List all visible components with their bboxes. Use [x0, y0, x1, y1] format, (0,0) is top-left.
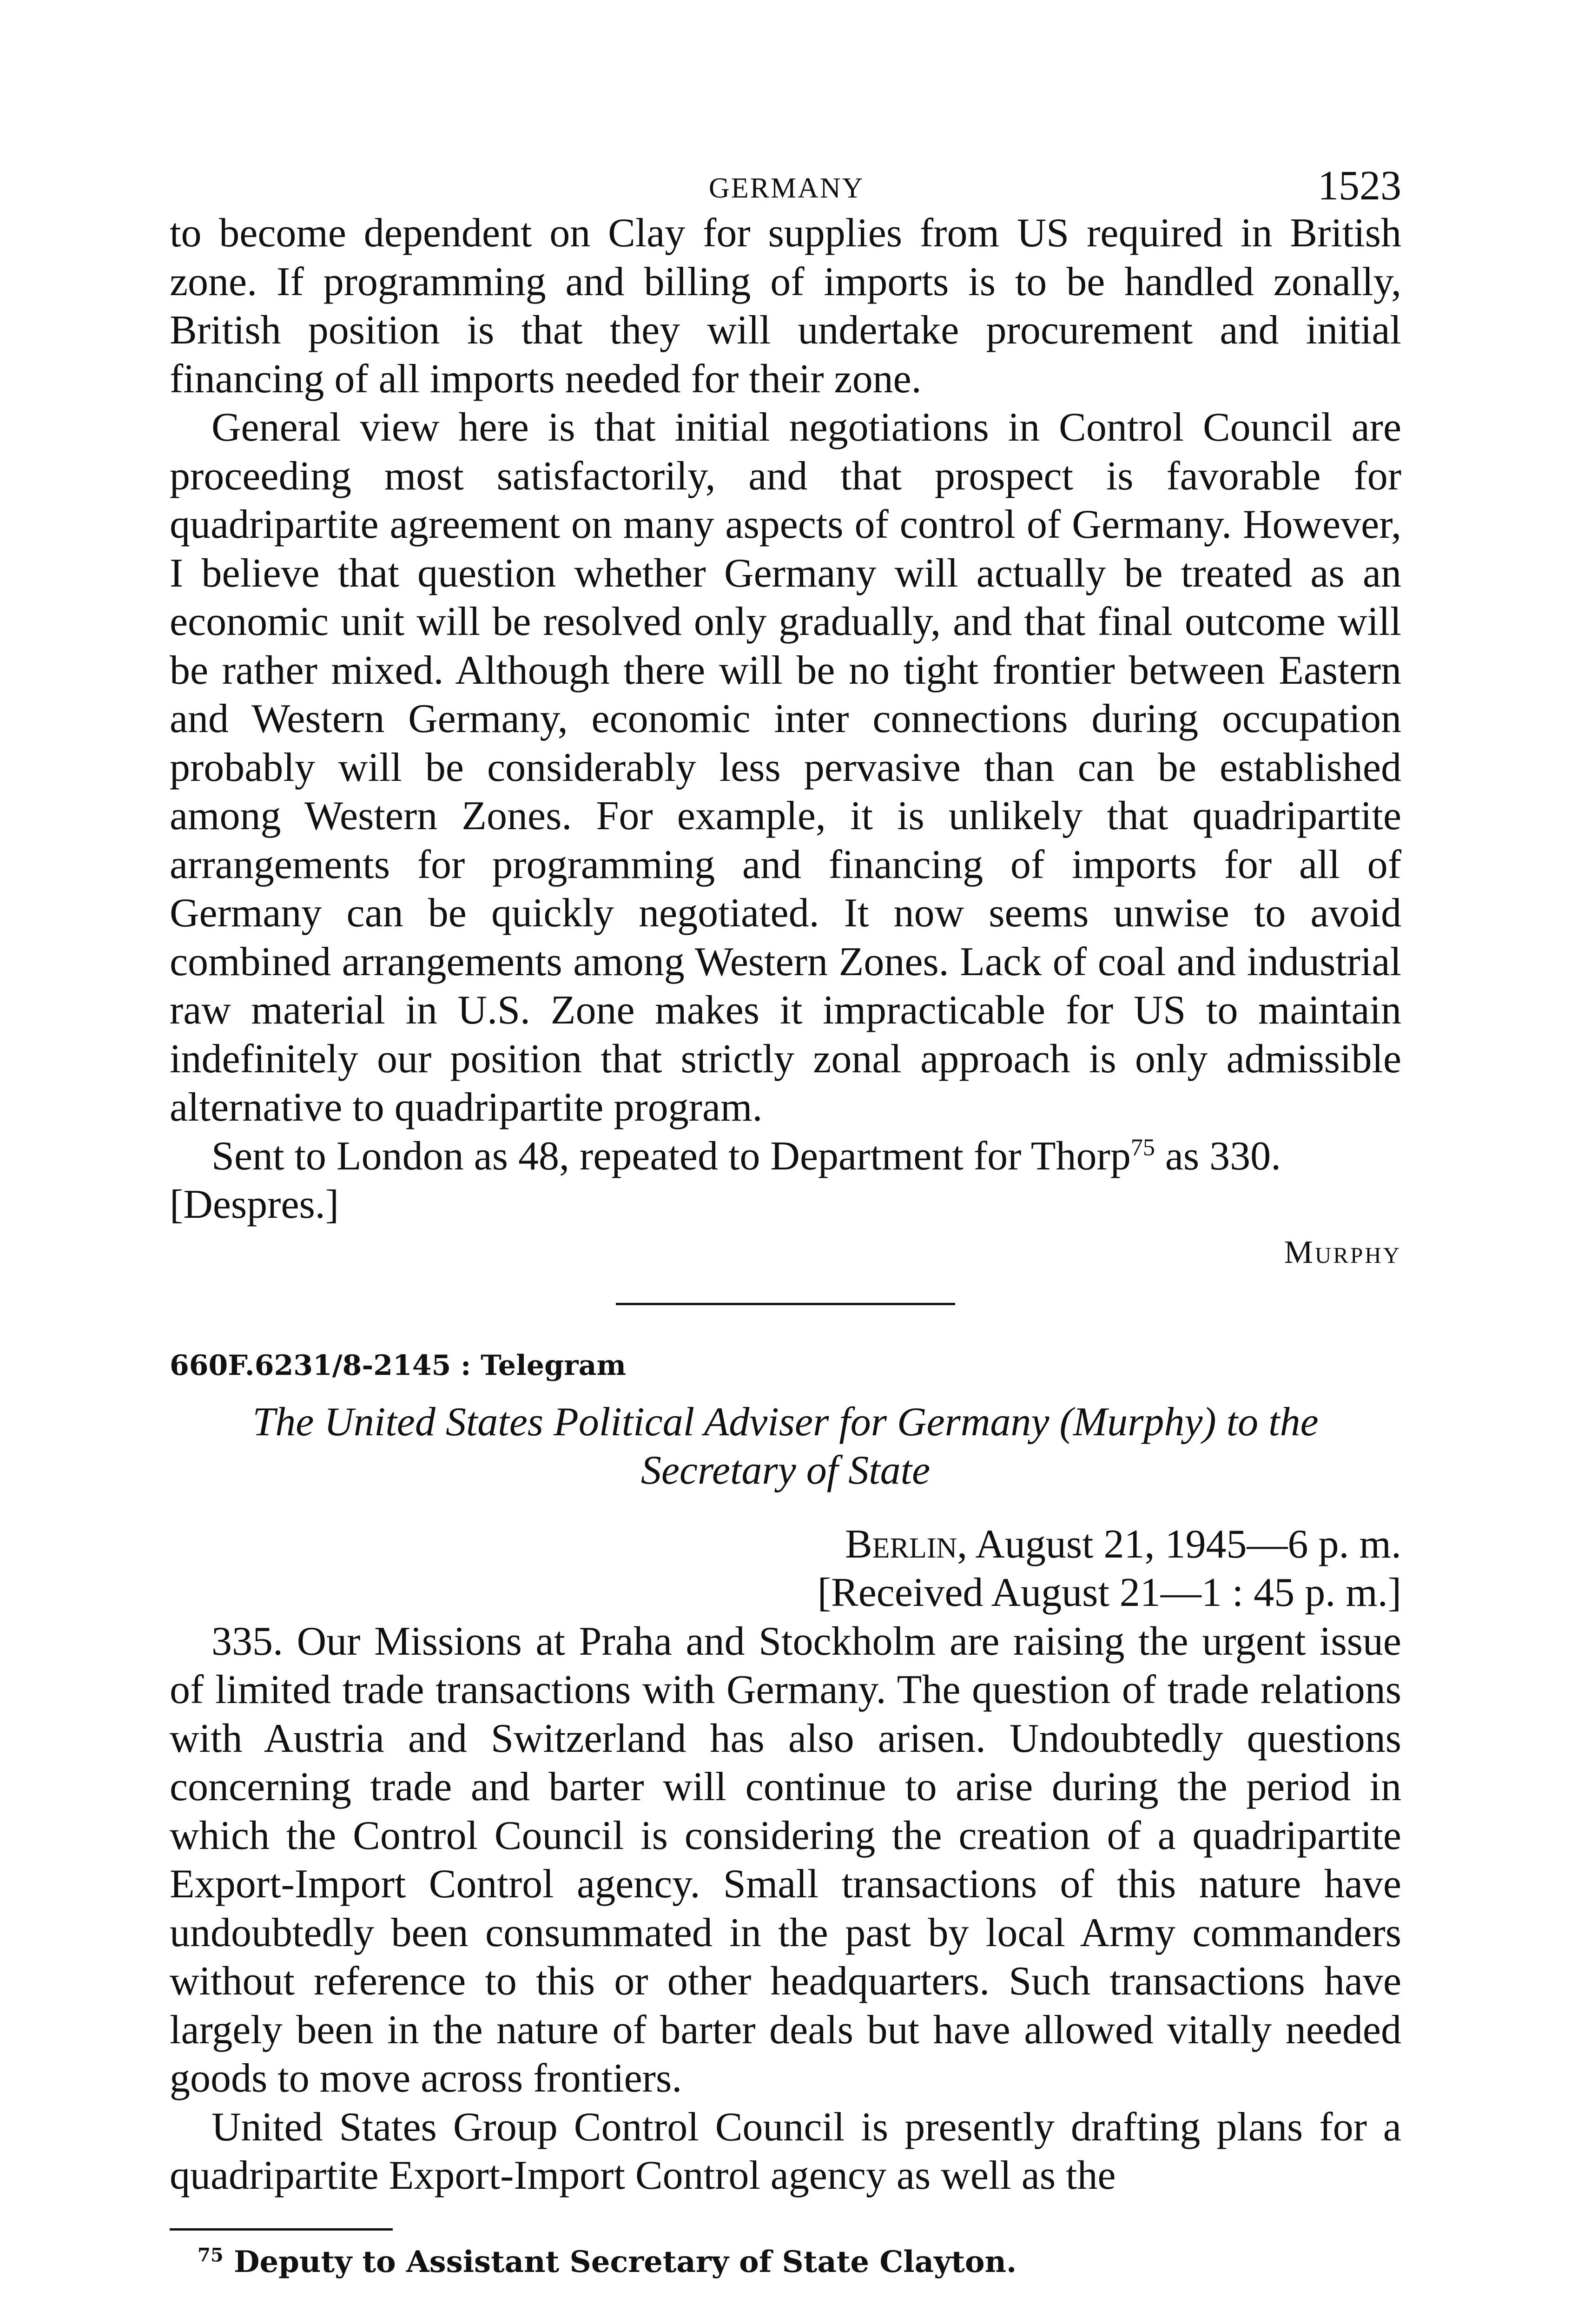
sent-to-text-end: as 330.	[1155, 1133, 1281, 1179]
footnote-ref-75: 75	[1130, 1134, 1155, 1161]
document-title-line-1: The United States Political Adviser for Germany (Murphy) to the	[252, 1399, 1319, 1445]
dateline-place: Berlin	[845, 1521, 957, 1567]
document-title	[170, 1398, 1401, 1495]
despres-bracket: [Despres.]	[170, 1182, 339, 1227]
signature-murphy: Murphy	[1284, 1234, 1401, 1270]
page-header	[170, 139, 1401, 209]
dateline-received: [Received August 21—1 : 45 p. m.]	[817, 1570, 1401, 1615]
document-page	[170, 139, 1401, 2279]
footnote-75	[170, 2245, 1401, 2279]
paragraph-continued: to become dependent on Clay for supplies from US required in British zone. If programming and billing of imports is to be handled zonally, British position is that they will undertake procurement and initial financing of all imports needed for their zone.	[170, 211, 1401, 402]
paragraph-general-view: General view here is that initial negotiations in Control Council are proceeding most satisfactorily, and that prospect is favorable for quadripartite agreement on many aspects of control of Germany. However, I believe that question whether Germany will actually be treated as an economic unit will be resolved only gradually, and that final outcome will be rather mixed. Although there will be no tight frontier between Eastern and Western Germany, economic inter connections during occupation probably will be considerably less pervasive than can be established among Western Zones. For example, it is unlikely that quadripartite arrangements for programming and financing of imports for all of Germany can be quickly negotiated. It now seems unwise to avoid combined arrangements among Western Zones. Lack of coal and industrial raw material in U.S. Zone makes it impracticable for US to maintain indefinitely our position that strictly zonal approach is only admissible alternative to quadripartite program.	[170, 405, 1401, 1130]
section-divider	[616, 1303, 955, 1305]
paragraph-335: 335. Our Missions at Praha and Stockholm are raising the urgent issue of limited trade transactions with Germany. The question of trade relations with Austria and Switzerland has also arisen. Undoubtedly questions concerning trade and barter will continue to arise during the period in which the Control Council is considering the creation of a quadripartite Export-Import Control agency. Small transactions of this nature have undoubtedly been consummated in the past by local Army commanders without reference to this or other headquarters. Such transactions have largely been in the nature of barter deals but have allowed vitally needed goods to move across frontiers.	[170, 1618, 1401, 2101]
dateline-sent	[170, 1520, 1401, 1569]
file-reference: 660F.6231/8-2145 : Telegram	[170, 1349, 627, 1382]
page-number: 1523	[1318, 163, 1401, 209]
paragraph-sent-to-london	[170, 1132, 1401, 1229]
sent-to-text: Sent to London as 48, repeated to Department for Thorp	[211, 1133, 1131, 1179]
dateline	[170, 1520, 1401, 1618]
paragraph-control-council: United States Group Control Council is presently drafting plans for a quadripartite Export-Import Control agency as well as the	[170, 2104, 1401, 2198]
footnote-text: Deputy to Assistant Secretary of State Clayton.	[223, 2244, 1017, 2279]
footnote-divider	[170, 2228, 393, 2231]
footnote-marker: 75	[198, 2244, 224, 2266]
dateline-date: , August 21, 1945—6 p. m.	[957, 1521, 1401, 1567]
running-head: GERMANY	[709, 172, 865, 204]
document-title-line-2: Secretary of State	[640, 1447, 931, 1493]
